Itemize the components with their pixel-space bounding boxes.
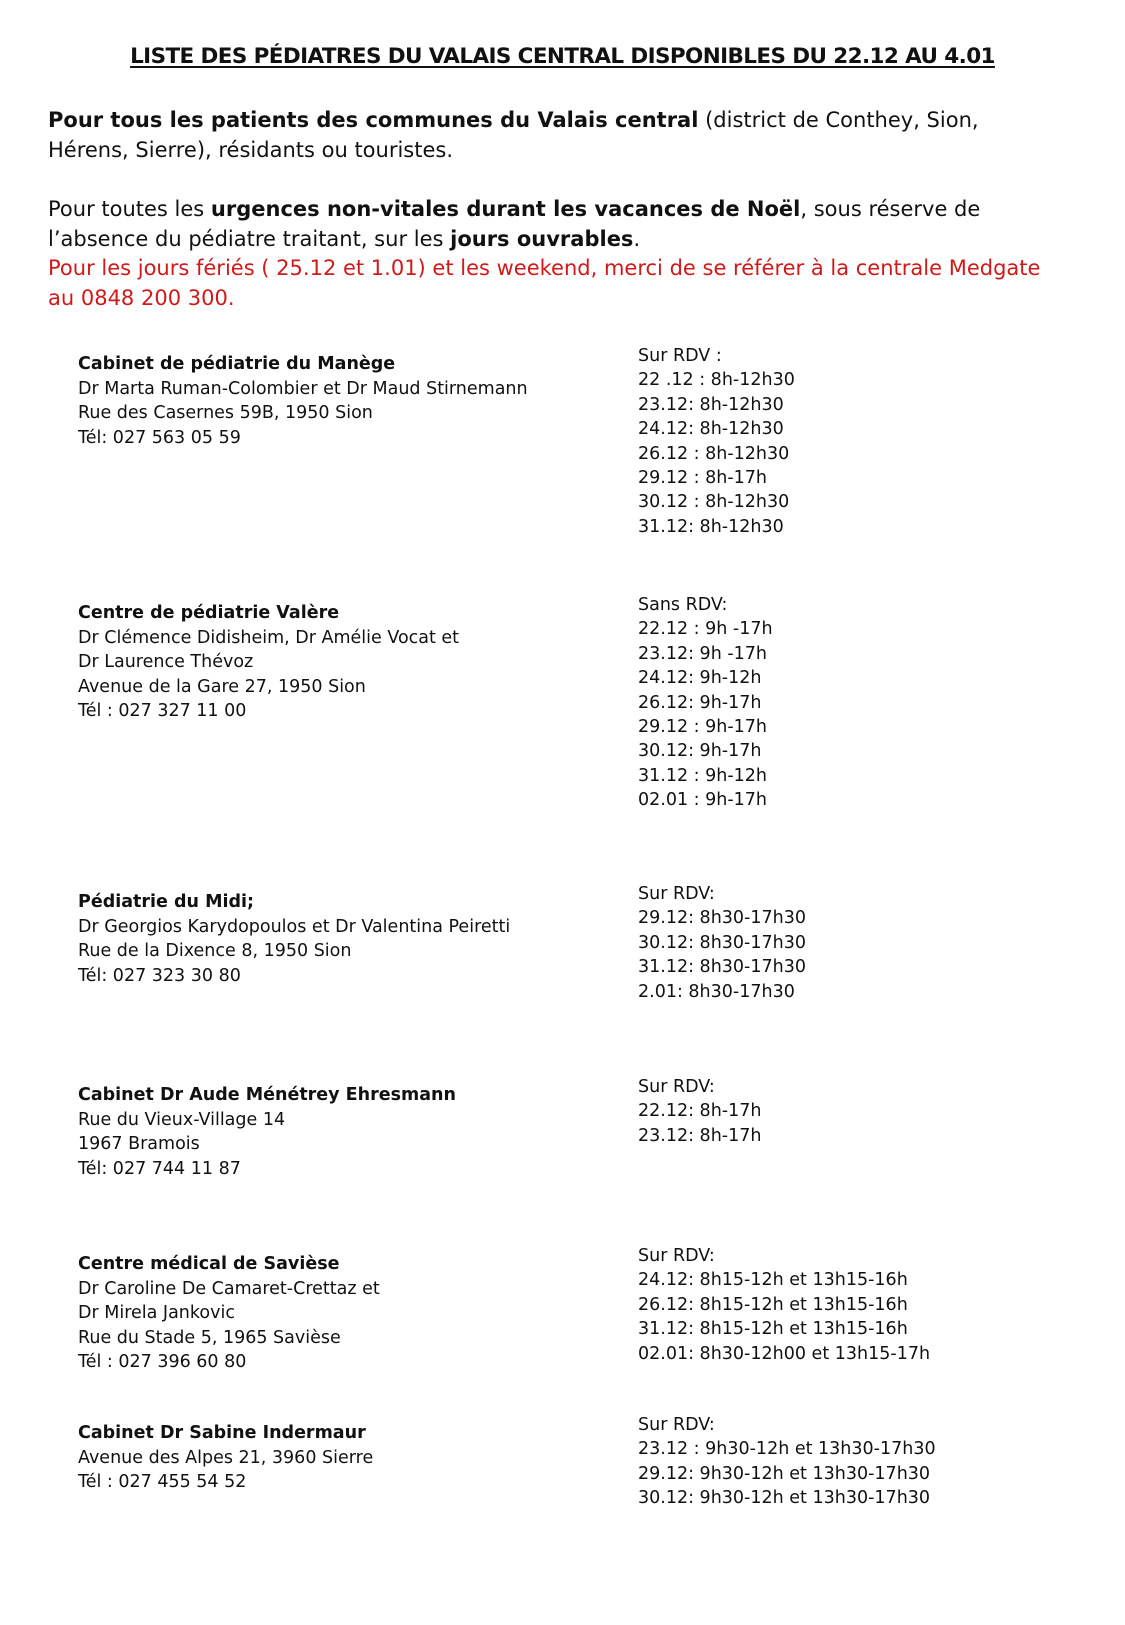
entry-line: Dr Caroline De Camaret-Crettaz et bbox=[78, 1278, 380, 1299]
intro-urgences-c: , sous réserve de l’absence du pédiatre traitant, sur les bbox=[48, 197, 981, 251]
intro-patients-bold: Pour tous les patients des communes du Valais central bbox=[48, 108, 699, 132]
schedule-slot: 23.12: 8h-12h30 bbox=[638, 394, 784, 415]
entry-phone: Tél: 027 744 11 87 bbox=[78, 1158, 241, 1179]
entry-line: Dr Laurence Thévoz bbox=[78, 652, 254, 672]
schedule-slot: 31.12 : 9h-12h bbox=[638, 765, 768, 786]
holiday-notice: Pour les jours fériés ( 25.12 et 1.01) et les weekend, merci de se référer à la centrale Medgate au 0848 200 300. bbox=[48, 256, 1041, 310]
schedule-slot: 02.01: 8h30-12h00 et 13h15-17h bbox=[638, 1343, 931, 1364]
entry-line: Dr Mirela Jankovic bbox=[78, 1303, 235, 1323]
intro-urgences-bold: urgences non-vitales durant les vacances de Noël bbox=[210, 197, 801, 221]
entry-name: Cabinet Dr Aude Ménétrey Ehresmann bbox=[78, 1085, 456, 1105]
schedule-slot: 02.01 : 9h-17h bbox=[638, 790, 768, 811]
schedule-slot: 24.12: 9h-12h bbox=[638, 668, 762, 689]
intro-patients-rest: (district de Conthey, Sion, Hérens, Sierre), résidants ou touristes. bbox=[48, 108, 979, 162]
schedule-slot: 24.12: 8h15-12h et 13h15-16h bbox=[638, 1270, 908, 1291]
schedule-slot: 30.12: 8h30-17h30 bbox=[638, 932, 806, 953]
entry-line: Avenue de la Gare 27, 1950 Sion bbox=[78, 676, 366, 697]
page-title: LISTE DES PÉDIATRES DU VALAIS CENTRAL DISPONIBLES DU 22.12 AU 4.01 bbox=[130, 44, 995, 69]
entry-line: Dr Georgios Karydopoulos et Dr Valentina Peiretti bbox=[78, 916, 511, 937]
intro-urgences-a: Pour toutes les bbox=[48, 197, 211, 221]
entry-phone: Tél: 027 563 05 59 bbox=[78, 427, 241, 448]
entry-name: Cabinet Dr Sabine Indermaur bbox=[78, 1423, 366, 1443]
schedule-header: Sur RDV: bbox=[638, 1415, 715, 1435]
schedule-slot: 22 .12 : 8h-12h30 bbox=[638, 370, 795, 391]
entry-schedule bbox=[638, 344, 1078, 539]
entry-name: Pédiatrie du Midi; bbox=[78, 892, 254, 912]
entry-name: Centre médical de Savièse bbox=[78, 1254, 340, 1274]
intro-paragraph-patients bbox=[48, 106, 1058, 165]
entry-schedule bbox=[638, 593, 1078, 813]
schedule-slot: 31.12: 8h30-17h30 bbox=[638, 957, 806, 978]
schedule-slot: 31.12: 8h15-12h et 13h15-16h bbox=[638, 1319, 908, 1340]
entry-line: Rue du Stade 5, 1965 Savièse bbox=[78, 1327, 341, 1348]
entry-contact bbox=[78, 1083, 618, 1181]
entry-contact bbox=[78, 890, 618, 988]
schedule-slot: 26.12 : 8h-12h30 bbox=[638, 443, 790, 464]
schedule-slot: 29.12 : 9h-17h bbox=[638, 717, 768, 738]
schedule-slot: 31.12: 8h-12h30 bbox=[638, 516, 784, 537]
intro-jours-ouvrables: jours ouvrables bbox=[450, 226, 634, 251]
schedule-slot: 24.12: 8h-12h30 bbox=[638, 419, 784, 440]
entry-contact bbox=[78, 1421, 618, 1495]
schedule-slot: 2.01: 8h30-17h30 bbox=[638, 981, 795, 1002]
schedule-header: Sans RDV: bbox=[638, 595, 728, 615]
entry-line: Avenue des Alpes 21, 3960 Sierre bbox=[78, 1447, 374, 1468]
schedule-slot: 30.12: 9h-17h bbox=[638, 741, 762, 762]
schedule-slot: 29.12: 8h30-17h30 bbox=[638, 908, 806, 929]
schedule-slot: 22.12: 8h-17h bbox=[638, 1101, 762, 1122]
schedule-slot: 30.12 : 8h-12h30 bbox=[638, 492, 790, 513]
entry-line: Rue de la Dixence 8, 1950 Sion bbox=[78, 941, 352, 961]
entry-line: Dr Marta Ruman-Colombier et Dr Maud Stirnemann bbox=[78, 378, 528, 399]
schedule-slot: 23.12 : 9h30-12h et 13h30-17h30 bbox=[638, 1439, 936, 1460]
entry-line: Rue du Vieux-Village 14 bbox=[78, 1109, 286, 1130]
schedule-slot: 26.12: 8h15-12h et 13h15-16h bbox=[638, 1294, 908, 1315]
entry-schedule bbox=[638, 1244, 1078, 1366]
entry-line: Dr Clémence Didisheim, Dr Amélie Vocat et bbox=[78, 627, 460, 648]
schedule-slot: 29.12: 9h30-12h et 13h30-17h30 bbox=[638, 1463, 931, 1484]
entry-line: Rue des Casernes 59B, 1950 Sion bbox=[78, 403, 373, 423]
entry-name: Centre de pédiatrie Valère bbox=[78, 603, 340, 623]
schedule-slot: 22.12 : 9h -17h bbox=[638, 619, 773, 640]
schedule-slot: 23.12: 9h -17h bbox=[638, 643, 768, 664]
schedule-slot: 30.12: 9h30-12h et 13h30-17h30 bbox=[638, 1488, 931, 1509]
entry-phone: Tél : 027 327 11 00 bbox=[78, 701, 247, 721]
schedule-slot: 23.12: 8h-17h bbox=[638, 1125, 762, 1146]
entry-phone: Tél : 027 396 60 80 bbox=[78, 1352, 247, 1372]
intro-paragraph-urgences bbox=[48, 195, 1058, 313]
entry-schedule bbox=[638, 1413, 1078, 1511]
entry-phone: Tél: 027 323 30 80 bbox=[78, 965, 241, 986]
schedule-header: Sur RDV: bbox=[638, 884, 715, 904]
entry-contact bbox=[78, 601, 618, 724]
schedule-header: Sur RDV: bbox=[638, 1246, 715, 1266]
entry-schedule bbox=[638, 1075, 1078, 1148]
entry-contact bbox=[78, 352, 618, 450]
entry-line: 1967 Bramois bbox=[78, 1134, 200, 1154]
schedule-slot: 26.12: 9h-17h bbox=[638, 692, 762, 713]
entry-schedule bbox=[638, 882, 1078, 1004]
schedule-header: Sur RDV : bbox=[638, 346, 722, 366]
entry-contact bbox=[78, 1252, 618, 1375]
intro-urgences-e: . bbox=[633, 226, 641, 251]
entry-phone: Tél : 027 455 54 52 bbox=[78, 1472, 247, 1492]
schedule-slot: 29.12 : 8h-17h bbox=[638, 468, 768, 489]
schedule-header: Sur RDV: bbox=[638, 1077, 715, 1097]
entry-name: Cabinet de pédiatrie du Manège bbox=[78, 354, 396, 374]
